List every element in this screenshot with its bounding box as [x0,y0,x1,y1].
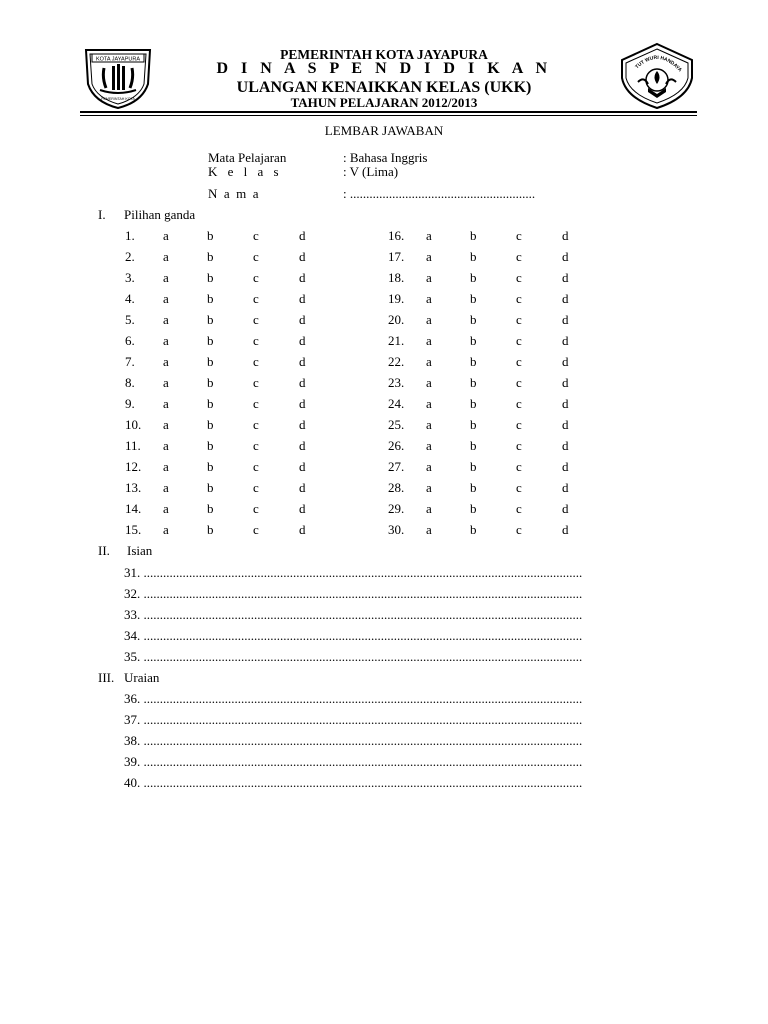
mc-option-b[interactable]: b [470,354,477,369]
header-exam-title: ULANGAN KENAIKKAN KELAS (UKK) [236,79,532,96]
mc-option-b[interactable]: b [470,375,477,390]
mc-option-b[interactable]: b [470,459,477,474]
mc-question-row [388,312,718,328]
mc-question-row [388,291,718,307]
mc-option-b[interactable]: b [207,354,214,369]
mc-option-c[interactable]: c [253,354,259,369]
answer-line-number: 35. [124,649,141,664]
mc-option-c[interactable]: c [516,249,522,264]
mc-question-number: 29. [388,501,405,516]
answer-line-number: 40. [124,775,141,790]
mc-option-c[interactable]: c [253,270,259,285]
mc-question-number: 22. [388,354,405,369]
mc-option-c[interactable]: c [253,438,259,453]
mc-option-a[interactable]: a [163,354,169,369]
mc-question-row [388,459,718,475]
mc-question-number: 4. [125,291,135,306]
mc-question-row [388,375,718,391]
mc-option-c[interactable]: c [253,522,259,537]
mc-option-a[interactable]: a [163,501,169,516]
mc-option-b[interactable]: b [207,480,214,495]
mc-option-d[interactable]: d [562,312,569,327]
mc-option-b[interactable]: b [470,396,477,411]
mc-option-d[interactable]: d [299,228,306,243]
answer-line-number: 33. [124,607,141,622]
answer-line[interactable] [124,565,684,581]
header-government: PEMERINTAH KOTA JAYAPURA [280,47,488,62]
mc-question-number: 17. [388,249,405,264]
mc-question-number: 3. [125,270,135,285]
mc-option-a[interactable]: a [426,501,432,516]
mc-option-b[interactable]: b [470,333,477,348]
mc-option-b[interactable]: b [207,459,214,474]
mc-question-number: 7. [125,354,135,369]
mc-option-d[interactable]: d [299,312,306,327]
mc-question-row [388,270,718,286]
mc-option-c[interactable]: c [516,438,522,453]
header-school-year: TAHUN PELAJARAN 2012/2013 [290,95,478,110]
mc-option-c[interactable]: c [516,270,522,285]
mc-question-row [388,228,718,244]
mc-question-number: 18. [388,270,405,285]
mc-question-number: 2. [125,249,135,264]
mc-option-c[interactable]: c [253,312,259,327]
answer-line-number: 32. [124,586,141,601]
mc-option-d[interactable]: d [562,522,569,537]
mc-option-c[interactable]: c [516,459,522,474]
mc-question-row [388,417,718,433]
answer-line-number: 39. [124,754,141,769]
mc-option-a[interactable]: a [426,228,432,243]
section3-number: III. [98,670,115,685]
mc-option-b[interactable]: b [470,480,477,495]
mc-option-b[interactable]: b [207,333,214,348]
answer-line[interactable] [124,712,684,728]
mc-option-c[interactable]: c [516,312,522,327]
mc-option-b[interactable]: b [470,522,477,537]
mc-question-number: 1. [125,228,135,243]
mc-question-number: 28. [388,480,405,495]
mc-option-b[interactable]: b [207,438,214,453]
logo-right-text: TUT WURI HANDAYA [634,54,683,74]
mc-option-b[interactable]: b [470,438,477,453]
subject-value: : Bahasa Inggris [343,150,428,165]
mc-option-a[interactable]: a [426,312,432,327]
mc-option-a[interactable]: a [163,396,169,411]
mc-option-d[interactable]: d [562,333,569,348]
mc-option-a[interactable]: a [163,270,169,285]
mc-option-a[interactable]: a [426,459,432,474]
answer-dots: ....................................................................................................................................... [143,775,583,790]
mc-option-d[interactable]: d [562,396,569,411]
mc-option-d[interactable]: d [299,249,306,264]
mc-question-row [388,522,718,538]
mc-option-a[interactable]: a [163,249,169,264]
answer-dots: ....................................................................................................................................... [143,565,583,580]
logo-left-top-text: KOTA JAYAPURA [95,56,141,63]
mc-option-b[interactable]: b [207,228,214,243]
header-divider-thin [80,115,697,116]
mc-question-number: 19. [388,291,405,306]
mc-option-d[interactable]: d [299,270,306,285]
section1-label: Pilihan ganda [124,207,196,222]
answer-line-number: 37. [124,712,141,727]
mc-option-d[interactable]: d [562,459,569,474]
mc-option-c[interactable]: c [253,480,259,495]
mc-option-c[interactable]: c [516,375,522,390]
name-field[interactable]: : ......................................................... [343,186,536,201]
mc-question-row [388,480,718,496]
mc-option-b[interactable]: b [207,249,214,264]
mc-question-number: 23. [388,375,405,390]
mc-option-b[interactable]: b [470,291,477,306]
mc-option-c[interactable]: c [516,417,522,432]
mc-question-number: 30. [388,522,405,537]
mc-option-d[interactable]: d [299,354,306,369]
answer-line[interactable] [124,607,684,623]
mc-option-c[interactable]: c [253,501,259,516]
mc-option-d[interactable]: d [299,417,306,432]
mc-question-number: 9. [125,396,135,411]
answer-line[interactable] [124,733,684,749]
answer-dots: ....................................................................................................................................... [143,586,583,601]
answer-line[interactable] [124,754,684,770]
mc-option-b[interactable]: b [207,270,214,285]
mc-option-d[interactable]: d [562,270,569,285]
mc-question-row [388,249,718,265]
answer-line-number: 36. [124,691,141,706]
mc-option-c[interactable]: c [516,333,522,348]
mc-option-b[interactable]: b [470,501,477,516]
mc-option-a[interactable]: a [163,459,169,474]
mc-option-c[interactable]: c [253,333,259,348]
answer-dots: ....................................................................................................................................... [143,649,583,664]
mc-option-c[interactable]: c [516,228,522,243]
mc-option-d[interactable]: d [299,438,306,453]
mc-option-d[interactable]: d [299,459,306,474]
mc-option-d[interactable]: d [299,501,306,516]
mc-option-a[interactable]: a [426,417,432,432]
section1-number: I. [98,207,106,222]
section2-number: II. [98,543,110,558]
mc-option-a[interactable]: a [426,270,432,285]
mc-question-number: 21. [388,333,405,348]
mc-option-a[interactable]: a [163,522,169,537]
header-department: D I N A S P E N D I D I K A N [216,60,552,77]
mc-question-number: 11. [125,438,141,453]
mc-option-c[interactable]: c [253,417,259,432]
header-divider-thick [80,111,697,113]
answer-line[interactable] [124,628,684,644]
answer-dots: ....................................................................................................................................... [143,733,583,748]
mc-option-a[interactable]: a [426,333,432,348]
mc-option-c[interactable]: c [516,480,522,495]
mc-option-c[interactable]: c [253,228,259,243]
mc-option-c[interactable]: c [516,291,522,306]
mc-option-a[interactable]: a [163,438,169,453]
mc-option-c[interactable]: c [253,396,259,411]
mc-option-c[interactable]: c [253,291,259,306]
mc-option-b[interactable]: b [207,375,214,390]
mc-question-number: 12. [125,459,142,474]
answer-line[interactable] [124,691,684,707]
class-value: : V (Lima) [343,164,399,179]
class-label: K e l a s [208,164,283,179]
mc-option-b[interactable]: b [207,522,214,537]
mc-option-c[interactable]: c [253,375,259,390]
mc-option-b[interactable]: b [207,501,214,516]
logo-left-bottom-text: PEMERINTAH KOTA [101,97,135,101]
mc-option-c[interactable]: c [516,522,522,537]
mc-option-d[interactable]: d [299,396,306,411]
answer-dots: ....................................................................................................................................... [143,754,583,769]
answer-line-number: 34. [124,628,141,643]
mc-option-d[interactable]: d [562,249,569,264]
answer-dots: ....................................................................................................................................... [143,607,583,622]
mc-option-d[interactable]: d [562,417,569,432]
mc-question-number: 24. [388,396,405,411]
answer-line[interactable] [124,775,684,791]
name-label: N a m a [208,186,259,201]
mc-option-d[interactable]: d [562,228,569,243]
mc-option-a[interactable]: a [426,375,432,390]
mc-question-number: 15. [125,522,142,537]
mc-option-c[interactable]: c [253,249,259,264]
mc-question-number: 16. [388,228,405,243]
mc-option-b[interactable]: b [470,312,477,327]
section3-label: Uraian [124,670,160,685]
mc-option-d[interactable]: d [299,291,306,306]
mc-option-d[interactable]: d [562,480,569,495]
mc-question-row [388,333,718,349]
mc-option-d[interactable]: d [562,291,569,306]
mc-option-a[interactable]: a [163,480,169,495]
mc-option-d[interactable]: d [562,375,569,390]
answer-line-number: 31. [124,565,141,580]
mc-option-d[interactable]: d [299,375,306,390]
mc-question-row [388,438,718,454]
mc-option-a[interactable]: a [163,333,169,348]
mc-option-c[interactable]: c [516,396,522,411]
mc-option-d[interactable]: d [299,333,306,348]
mc-question-number: 26. [388,438,405,453]
mc-question-number: 5. [125,312,135,327]
mc-option-a[interactable]: a [426,522,432,537]
mc-question-row [388,354,718,370]
answer-line-number: 38. [124,733,141,748]
mc-option-a[interactable]: a [163,291,169,306]
answer-line[interactable] [124,649,684,665]
mc-option-d[interactable]: d [562,501,569,516]
subject-label: Mata Pelajaran [208,150,287,165]
mc-option-c[interactable]: c [516,354,522,369]
mc-question-number: 14. [125,501,142,516]
answer-line[interactable] [124,586,684,602]
mc-option-a[interactable]: a [163,375,169,390]
mc-option-a[interactable]: a [163,417,169,432]
mc-option-b[interactable]: b [470,249,477,264]
mc-option-b[interactable]: b [207,417,214,432]
mc-option-a[interactable]: a [426,354,432,369]
mc-option-a[interactable]: a [163,228,169,243]
mc-option-b[interactable]: b [470,270,477,285]
mc-option-c[interactable]: c [253,459,259,474]
mc-option-b[interactable]: b [207,291,214,306]
answer-dots: ....................................................................................................................................... [143,691,583,706]
mc-option-a[interactable]: a [426,480,432,495]
mc-option-a[interactable]: a [426,291,432,306]
mc-question-row [388,501,718,517]
mc-option-b[interactable]: b [207,396,214,411]
section2-label: Isian [127,543,153,558]
mc-question-row [388,396,718,412]
mc-question-number: 6. [125,333,135,348]
mc-option-b[interactable]: b [470,228,477,243]
mc-option-a[interactable]: a [426,396,432,411]
mc-option-a[interactable]: a [426,438,432,453]
mc-option-c[interactable]: c [516,501,522,516]
answer-dots: ....................................................................................................................................... [143,712,583,727]
mc-option-d[interactable]: d [299,480,306,495]
mc-question-number: 20. [388,312,405,327]
answer-dots: ....................................................................................................................................... [143,628,583,643]
mc-question-number: 13. [125,480,142,495]
mc-option-a[interactable]: a [163,312,169,327]
mc-option-b[interactable]: b [470,417,477,432]
mc-question-number: 27. [388,459,405,474]
mc-option-d[interactable]: d [562,354,569,369]
mc-question-number: 25. [388,417,405,432]
mc-option-d[interactable]: d [562,438,569,453]
sheet-title: LEMBAR JAWABAN [324,123,444,138]
mc-question-number: 10. [125,417,142,432]
mc-option-b[interactable]: b [207,312,214,327]
mc-question-number: 8. [125,375,135,390]
mc-option-a[interactable]: a [426,249,432,264]
mc-option-d[interactable]: d [299,522,306,537]
